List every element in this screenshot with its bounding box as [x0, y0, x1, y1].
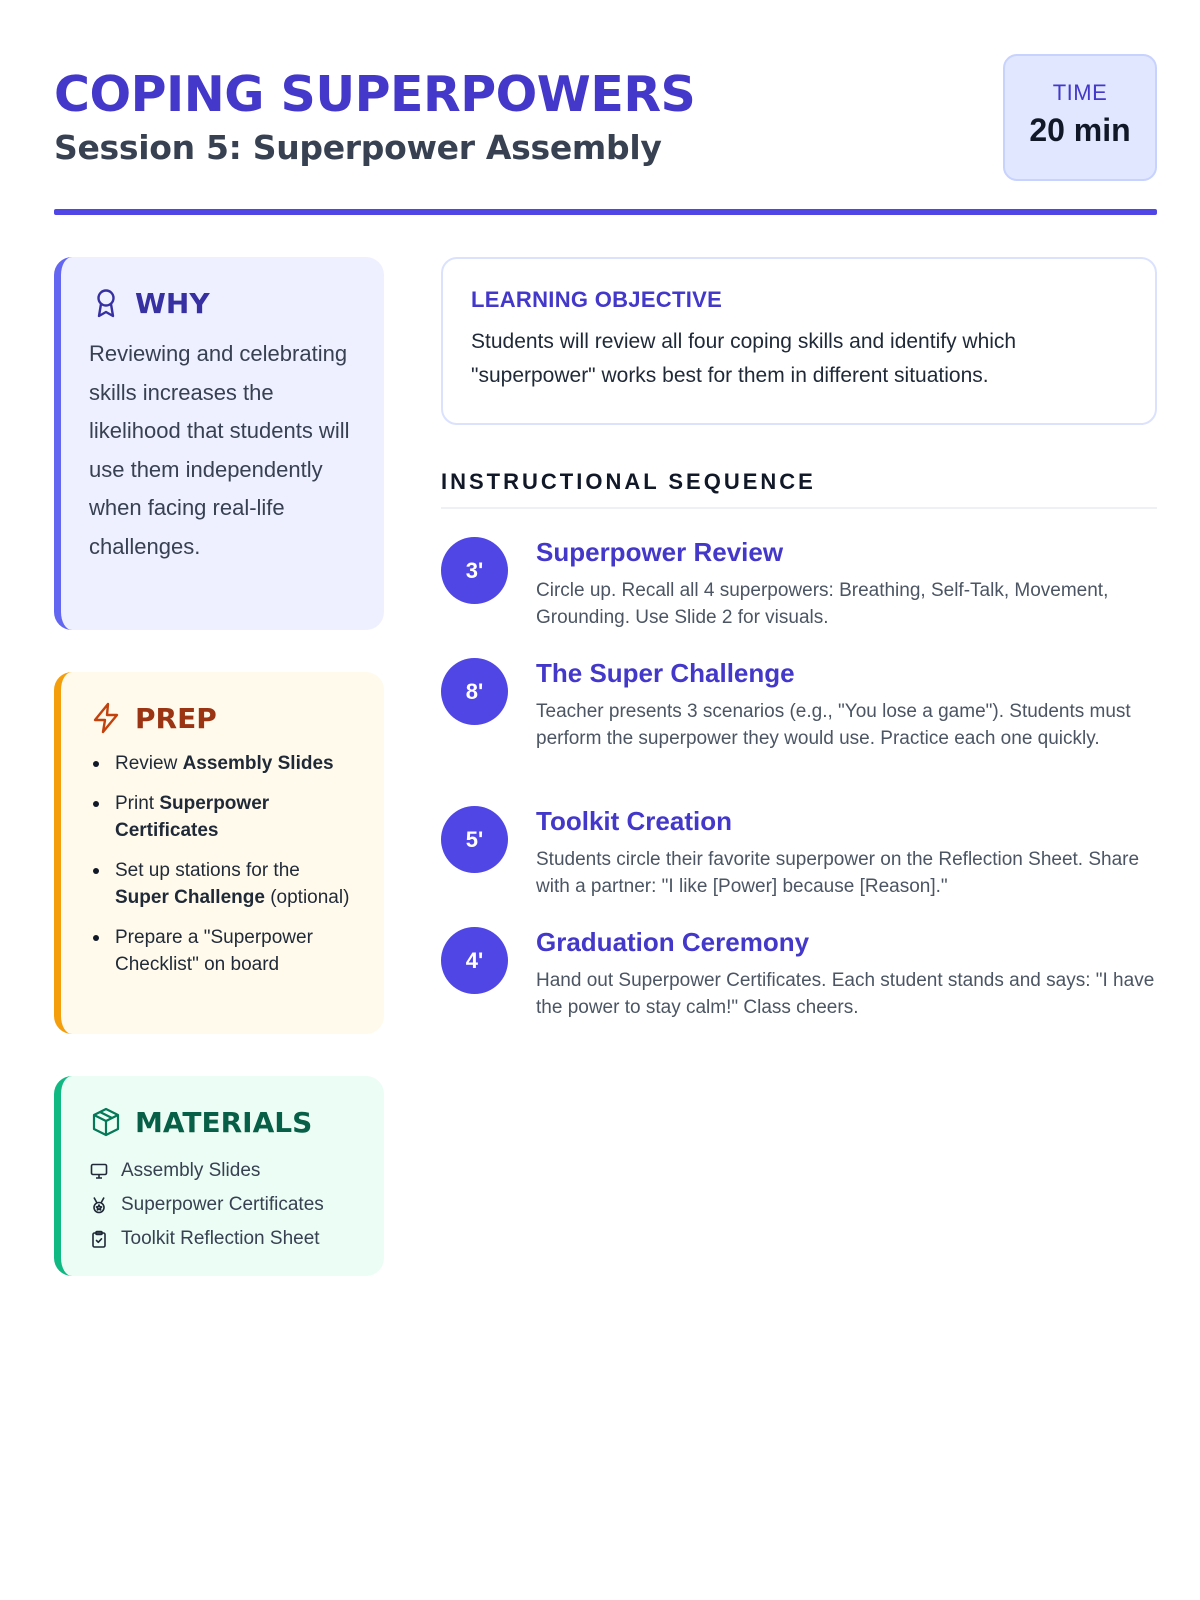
lightning-bolt-icon — [89, 701, 123, 735]
time-value: 20 min — [1029, 112, 1131, 148]
clipboard-icon — [89, 1229, 109, 1249]
page-subtitle: Session 5: Superpower Assembly — [54, 128, 662, 167]
list-item: Prepare a "Superpower Checklist" on board — [89, 924, 356, 978]
header-divider — [54, 209, 1157, 215]
objective-text: Students will review all four coping skills and identify which "superpower" works best for them in different situations. — [471, 330, 1017, 387]
prep-card — [54, 672, 384, 1034]
time-badge — [1003, 54, 1157, 181]
materials-label: MATERIALS — [135, 1105, 313, 1139]
medal-icon — [89, 1195, 109, 1215]
why-card — [54, 257, 384, 630]
page-title: COPING SUPERPOWERS — [54, 66, 696, 123]
step-title: The Super Challenge — [536, 658, 795, 688]
step-description: Hand out Superpower Certificates. Each student stands and says: "I have the power to stay calm!" Class cheers. — [536, 970, 1155, 1018]
prep-header — [89, 700, 356, 736]
list-item: Review Assembly Slides — [89, 750, 356, 777]
page-header — [54, 54, 1157, 214]
prep-list — [89, 750, 356, 978]
why-header — [89, 285, 356, 321]
why-text: Reviewing and celebrating skills increases the likelihood that students will use them independently when facing real-life challenges. — [89, 341, 350, 559]
step-description: Students circle their favorite superpower on the Reflection Sheet. Share with a partner: "I like [Power] because [Reason]." — [536, 849, 1140, 897]
award-ribbon-icon — [89, 286, 123, 320]
materials-list — [89, 1154, 356, 1256]
materials-card — [54, 1076, 384, 1276]
prep-label: PREP — [135, 701, 217, 735]
list-item: Superpower Certificates — [89, 1188, 356, 1222]
package-icon — [89, 1105, 123, 1139]
time-label: TIME — [1052, 80, 1108, 105]
materials-header — [89, 1104, 356, 1140]
list-item: Toolkit Reflection Sheet — [89, 1222, 356, 1256]
objective-heading: LEARNING OBJECTIVE — [471, 287, 723, 312]
step-description: Teacher presents 3 scenarios (e.g., "You lose a game"). Students must perform the superpower they would use. Practice each one quickly. — [536, 701, 1131, 749]
sequence-divider — [441, 507, 1157, 509]
step-minutes-badge: 3' — [441, 537, 508, 604]
step-title: Toolkit Creation — [536, 806, 732, 836]
step-title: Superpower Review — [536, 537, 784, 567]
monitor-icon — [89, 1161, 109, 1181]
list-item: Print Superpower Certificates — [89, 790, 356, 844]
step-minutes-badge: 8' — [441, 658, 508, 725]
learning-objective-box — [441, 257, 1157, 425]
list-item: Set up stations for the Super Challenge (optional) — [89, 857, 356, 911]
step-minutes-badge: 4' — [441, 927, 508, 994]
sequence-title: INSTRUCTIONAL SEQUENCE — [441, 469, 816, 494]
step-title: Graduation Ceremony — [536, 927, 810, 957]
why-label: WHY — [135, 286, 210, 320]
step-minutes-badge: 5' — [441, 806, 508, 873]
list-item: Assembly Slides — [89, 1154, 356, 1188]
step-description: Circle up. Recall all 4 superpowers: Breathing, Self-Talk, Movement, Grounding. Use Slide 2 for visuals. — [536, 580, 1109, 628]
